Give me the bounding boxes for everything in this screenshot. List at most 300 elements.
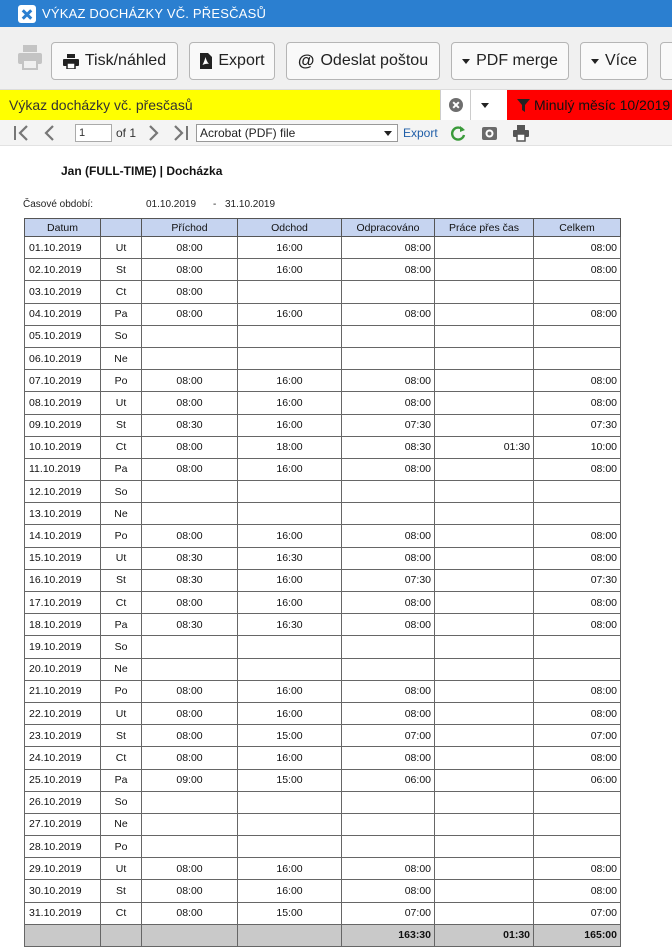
table-row (25, 636, 621, 658)
table-row (25, 836, 621, 858)
weekday-cell: Ct (101, 592, 142, 614)
previous-page-icon[interactable] (41, 124, 59, 142)
weekday-cell: St (101, 259, 142, 281)
printer-icon[interactable] (512, 124, 530, 142)
weekday-cell: Po (101, 370, 142, 392)
weekday-cell: Ne (101, 813, 142, 835)
table-row (25, 747, 621, 769)
arrival-cell: 08:00 (142, 858, 238, 880)
table-row (25, 725, 621, 747)
total-cell (534, 636, 621, 658)
departure-cell: 16:00 (238, 458, 342, 480)
page-count: of 1 (116, 126, 137, 140)
total-cell: 08:00 (534, 547, 621, 569)
total-cell: 06:00 (534, 769, 621, 791)
worked-cell: 08:00 (342, 237, 435, 259)
table-row (25, 237, 621, 259)
weekday-cell: So (101, 325, 142, 347)
weekday-cell: St (101, 880, 142, 902)
pdf-file-icon (199, 53, 212, 69)
table-row (25, 547, 621, 569)
arrival-cell (142, 503, 238, 525)
toolbar (0, 27, 672, 90)
clear-icon (449, 98, 463, 112)
caret-down-icon (462, 59, 470, 64)
arrival-cell (142, 347, 238, 369)
worked-cell (342, 347, 435, 369)
table-row (25, 902, 621, 924)
table-row (25, 281, 621, 303)
total-cell: 08:00 (534, 370, 621, 392)
caret-down-icon (481, 103, 489, 108)
departure-cell: 18:00 (238, 436, 342, 458)
worked-cell (342, 658, 435, 680)
table-row (25, 303, 621, 325)
table-row (25, 436, 621, 458)
table-row (25, 569, 621, 591)
arrival-cell (142, 481, 238, 503)
total-cell (534, 836, 621, 858)
table-row (25, 503, 621, 525)
total-cell: 08:00 (534, 592, 621, 614)
departure-cell (238, 325, 342, 347)
weekday-cell: Pa (101, 303, 142, 325)
weekday-cell: Ne (101, 347, 142, 369)
period-filter[interactable] (507, 90, 672, 120)
employee-name: Jan (FULL-TIME) | Docházka (61, 164, 223, 178)
overtime-cell (435, 614, 534, 636)
date-cell: 19.10.2019 (25, 636, 101, 658)
weekday-cell: Ct (101, 747, 142, 769)
date-cell: 22.10.2019 (25, 702, 101, 724)
weekday-cell: Pa (101, 458, 142, 480)
overtime-cell (435, 503, 534, 525)
overtime-cell (435, 525, 534, 547)
date-cell: 10.10.2019 (25, 436, 101, 458)
overtime-cell (435, 237, 534, 259)
worked-cell: 08:00 (342, 303, 435, 325)
weekday-cell: Ut (101, 392, 142, 414)
departure-cell: 15:00 (238, 769, 342, 791)
arrival-cell (142, 813, 238, 835)
overtime-cell: 01:30 (435, 436, 534, 458)
more-button[interactable] (580, 42, 648, 80)
worked-cell: 08:00 (342, 614, 435, 636)
date-cell: 09.10.2019 (25, 414, 101, 436)
arrival-cell (142, 658, 238, 680)
departure-cell: 16:00 (238, 237, 342, 259)
export-format-value: Acrobat (PDF) file (200, 126, 296, 140)
worked-cell (342, 636, 435, 658)
date-cell: 14.10.2019 (25, 525, 101, 547)
table-row (25, 525, 621, 547)
export-button[interactable] (189, 42, 275, 80)
weekday-cell: Po (101, 680, 142, 702)
weekday-cell: St (101, 569, 142, 591)
table-row (25, 658, 621, 680)
table-row (25, 769, 621, 791)
worked-cell: 08:00 (342, 592, 435, 614)
overtime-cell (435, 303, 534, 325)
weekday-cell: Po (101, 836, 142, 858)
table-header (25, 219, 621, 237)
overtime-cell (435, 414, 534, 436)
total-cell: 08:00 (534, 858, 621, 880)
filter-icon (517, 99, 530, 112)
total-cell (534, 813, 621, 835)
table-row (25, 702, 621, 724)
worked-cell: 08:00 (342, 547, 435, 569)
overtime-cell (435, 902, 534, 924)
date-cell: 25.10.2019 (25, 769, 101, 791)
departure-cell: 16:30 (238, 614, 342, 636)
refresh-icon[interactable] (449, 124, 467, 142)
total-departure-cell (238, 924, 342, 946)
table-row (25, 259, 621, 281)
overtime-cell (435, 259, 534, 281)
weekday-cell: Ct (101, 281, 142, 303)
weekday-cell: St (101, 414, 142, 436)
date-cell: 17.10.2019 (25, 592, 101, 614)
weekday-cell: Ut (101, 237, 142, 259)
overtime-cell (435, 769, 534, 791)
weekday-cell: Ut (101, 858, 142, 880)
worked-cell: 07:00 (342, 725, 435, 747)
worked-cell (342, 813, 435, 835)
worked-cell (342, 836, 435, 858)
overtime-cell (435, 791, 534, 813)
arrival-cell: 08:00 (142, 592, 238, 614)
arrival-cell: 08:00 (142, 902, 238, 924)
worked-cell (342, 281, 435, 303)
arrival-cell: 08:00 (142, 436, 238, 458)
send-email-label: Odeslat poštou (320, 52, 429, 69)
viewer-nav (0, 120, 672, 146)
arrival-cell: 08:00 (142, 702, 238, 724)
date-cell: 07.10.2019 (25, 370, 101, 392)
total-cell (534, 503, 621, 525)
worked-cell: 08:00 (342, 259, 435, 281)
arrival-cell: 08:00 (142, 259, 238, 281)
total-cell: 08:00 (534, 680, 621, 702)
arrival-cell: 08:00 (142, 680, 238, 702)
arrival-cell (142, 325, 238, 347)
date-cell: 04.10.2019 (25, 303, 101, 325)
weekday-cell: Ne (101, 658, 142, 680)
overtime-cell (435, 458, 534, 480)
send-email-button[interactable] (286, 42, 440, 80)
first-page-icon[interactable] (12, 124, 30, 142)
date-cell: 13.10.2019 (25, 503, 101, 525)
departure-cell: 16:00 (238, 592, 342, 614)
table-row (25, 614, 621, 636)
worked-cell: 08:00 (342, 525, 435, 547)
overtime-cell (435, 392, 534, 414)
departure-cell (238, 813, 342, 835)
weekday-cell: Ut (101, 702, 142, 724)
weekday-cell: St (101, 725, 142, 747)
printer-icon (16, 43, 44, 71)
arrival-cell: 08:00 (142, 303, 238, 325)
total-total-cell: 165:00 (534, 924, 621, 946)
total-date-cell (25, 924, 101, 946)
overtime-cell (435, 747, 534, 769)
total-cell (534, 658, 621, 680)
date-cell: 28.10.2019 (25, 836, 101, 858)
page-number-input[interactable]: 1 (75, 124, 112, 142)
at-icon: @ (297, 51, 315, 70)
departure-cell: 16:00 (238, 259, 342, 281)
weekday-cell: So (101, 481, 142, 503)
arrival-cell: 08:00 (142, 880, 238, 902)
weekday-cell: Ne (101, 503, 142, 525)
table-row (25, 392, 621, 414)
total-cell: 10:00 (534, 436, 621, 458)
worked-cell: 06:00 (342, 769, 435, 791)
overtime-cell (435, 325, 534, 347)
weekday-cell: Ut (101, 547, 142, 569)
employee-heading (23, 164, 222, 178)
pdf-merge-button[interactable] (451, 42, 569, 80)
extra-toolbar-button[interactable] (660, 42, 672, 80)
period-label: Časové období: (23, 199, 94, 210)
arrival-cell: 08:30 (142, 547, 238, 569)
worked-cell: 08:30 (342, 436, 435, 458)
table-row (25, 458, 621, 480)
departure-cell: 16:00 (238, 747, 342, 769)
total-arrival-cell (142, 924, 238, 946)
overtime-cell (435, 281, 534, 303)
column-header: Odpracováno (342, 219, 435, 237)
departure-cell: 16:00 (238, 880, 342, 902)
departure-cell: 16:00 (238, 858, 342, 880)
total-overtime-cell: 01:30 (435, 924, 534, 946)
total-cell: 08:00 (534, 303, 621, 325)
arrival-cell: 08:00 (142, 237, 238, 259)
table-row (25, 592, 621, 614)
date-cell: 30.10.2019 (25, 880, 101, 902)
departure-cell: 16:00 (238, 525, 342, 547)
departure-cell: 16:00 (238, 680, 342, 702)
overtime-cell (435, 347, 534, 369)
departure-cell: 16:00 (238, 702, 342, 724)
total-cell: 07:00 (534, 725, 621, 747)
totals-row (25, 924, 621, 946)
table-row (25, 370, 621, 392)
period-filter-label: Minulý měsíc 10/2019 (534, 97, 671, 113)
table-row (25, 347, 621, 369)
date-cell: 05.10.2019 (25, 325, 101, 347)
date-cell: 06.10.2019 (25, 347, 101, 369)
departure-cell (238, 281, 342, 303)
weekday-cell: Pa (101, 614, 142, 636)
last-page-icon[interactable] (172, 124, 190, 142)
worked-cell (342, 791, 435, 813)
clear-button[interactable] (440, 90, 470, 120)
overtime-cell (435, 725, 534, 747)
column-header: Celkem (534, 219, 621, 237)
column-header: Práce přes čas (435, 219, 534, 237)
overtime-cell (435, 636, 534, 658)
arrival-cell: 08:00 (142, 747, 238, 769)
print-preview-button[interactable] (51, 42, 178, 80)
worked-cell: 08:00 (342, 680, 435, 702)
date-cell: 18.10.2019 (25, 614, 101, 636)
arrival-cell (142, 791, 238, 813)
arrival-cell: 08:00 (142, 458, 238, 480)
table-row (25, 481, 621, 503)
worked-cell (342, 503, 435, 525)
date-cell: 15.10.2019 (25, 547, 101, 569)
weekday-cell: Ct (101, 902, 142, 924)
departure-cell (238, 503, 342, 525)
table-row (25, 680, 621, 702)
departure-cell: 16:00 (238, 303, 342, 325)
total-cell: 07:30 (534, 414, 621, 436)
worked-cell: 08:00 (342, 458, 435, 480)
worked-cell (342, 325, 435, 347)
table-row (25, 414, 621, 436)
departure-cell (238, 481, 342, 503)
zoom-icon[interactable] (481, 124, 499, 142)
date-cell: 29.10.2019 (25, 858, 101, 880)
departure-cell (238, 836, 342, 858)
worked-cell: 08:00 (342, 880, 435, 902)
period-from: 01.10.2019 (146, 199, 197, 210)
total-weekday-cell (101, 924, 142, 946)
worked-cell (342, 481, 435, 503)
window-title: VÝKAZ DOCHÁZKY VČ. PŘESČASŮ (42, 6, 267, 21)
column-header: Datum (25, 219, 101, 237)
worked-cell: 07:30 (342, 569, 435, 591)
overtime-cell (435, 569, 534, 591)
date-cell: 23.10.2019 (25, 725, 101, 747)
total-cell: 07:30 (534, 569, 621, 591)
table-row (25, 880, 621, 902)
worked-cell: 07:30 (342, 414, 435, 436)
total-cell: 08:00 (534, 525, 621, 547)
total-cell: 08:00 (534, 747, 621, 769)
total-cell (534, 281, 621, 303)
overtime-cell (435, 547, 534, 569)
arrival-cell (142, 636, 238, 658)
date-cell: 08.10.2019 (25, 392, 101, 414)
date-cell: 24.10.2019 (25, 747, 101, 769)
departure-cell (238, 347, 342, 369)
total-cell (534, 481, 621, 503)
close-icon[interactable] (18, 5, 36, 23)
arrival-cell: 08:00 (142, 370, 238, 392)
overtime-cell (435, 813, 534, 835)
departure-cell (238, 636, 342, 658)
total-cell: 08:00 (534, 259, 621, 281)
caret-down-icon (591, 59, 599, 64)
period-to: 31.10.2019 (225, 199, 276, 210)
table-row (25, 813, 621, 835)
overtime-cell (435, 702, 534, 724)
total-cell: 08:00 (534, 614, 621, 636)
report-dropdown-button[interactable] (470, 90, 498, 120)
worked-cell: 08:00 (342, 702, 435, 724)
total-cell: 08:00 (534, 237, 621, 259)
date-cell: 02.10.2019 (25, 259, 101, 281)
weekday-cell: So (101, 791, 142, 813)
total-cell (534, 347, 621, 369)
overtime-cell (435, 592, 534, 614)
departure-cell: 16:00 (238, 392, 342, 414)
total-cell: 08:00 (534, 880, 621, 902)
overtime-cell (435, 858, 534, 880)
date-cell: 21.10.2019 (25, 680, 101, 702)
date-cell: 12.10.2019 (25, 481, 101, 503)
table-row (25, 791, 621, 813)
date-cell: 31.10.2019 (25, 902, 101, 924)
export-format-select[interactable] (196, 124, 398, 142)
overtime-cell (435, 836, 534, 858)
more-label: Více (604, 52, 637, 69)
overtime-cell (435, 880, 534, 902)
total-cell (534, 325, 621, 347)
report-select[interactable] (0, 90, 440, 120)
arrival-cell: 08:30 (142, 414, 238, 436)
attendance-table (24, 218, 621, 947)
export-label: Export (218, 52, 265, 69)
total-cell: 08:00 (534, 392, 621, 414)
total-cell: 07:00 (534, 902, 621, 924)
worked-cell: 08:00 (342, 858, 435, 880)
next-page-icon[interactable] (144, 124, 162, 142)
departure-cell (238, 658, 342, 680)
filter-bar (0, 90, 672, 120)
worked-cell: 08:00 (342, 392, 435, 414)
weekday-cell: Po (101, 525, 142, 547)
report-page (0, 146, 672, 949)
weekday-cell: Ct (101, 436, 142, 458)
total-cell (534, 791, 621, 813)
overtime-cell (435, 370, 534, 392)
departure-cell (238, 791, 342, 813)
worked-cell: 08:00 (342, 370, 435, 392)
report-name: Výkaz docházky vč. přesčasů (9, 97, 193, 113)
column-header: Příchod (142, 219, 238, 237)
arrival-cell (142, 836, 238, 858)
date-cell: 01.10.2019 (25, 237, 101, 259)
date-cell: 16.10.2019 (25, 569, 101, 591)
date-cell: 27.10.2019 (25, 813, 101, 835)
arrival-cell: 08:00 (142, 525, 238, 547)
total-worked-cell: 163:30 (342, 924, 435, 946)
column-header (101, 219, 142, 237)
printer-icon (63, 54, 79, 69)
table-row (25, 858, 621, 880)
departure-cell: 16:30 (238, 547, 342, 569)
worked-cell: 07:00 (342, 902, 435, 924)
print-preview-label: Tisk/náhled (84, 52, 167, 69)
overtime-cell (435, 658, 534, 680)
arrival-cell: 08:00 (142, 725, 238, 747)
export-link[interactable]: Export (403, 126, 438, 140)
overtime-cell (435, 481, 534, 503)
date-cell: 20.10.2019 (25, 658, 101, 680)
departure-cell: 16:00 (238, 370, 342, 392)
departure-cell: 15:00 (238, 725, 342, 747)
departure-cell: 16:00 (238, 414, 342, 436)
departure-cell: 15:00 (238, 902, 342, 924)
worked-cell: 08:00 (342, 747, 435, 769)
pdf-merge-label: PDF merge (476, 52, 558, 69)
date-cell: 11.10.2019 (25, 458, 101, 480)
arrival-cell: 08:30 (142, 614, 238, 636)
